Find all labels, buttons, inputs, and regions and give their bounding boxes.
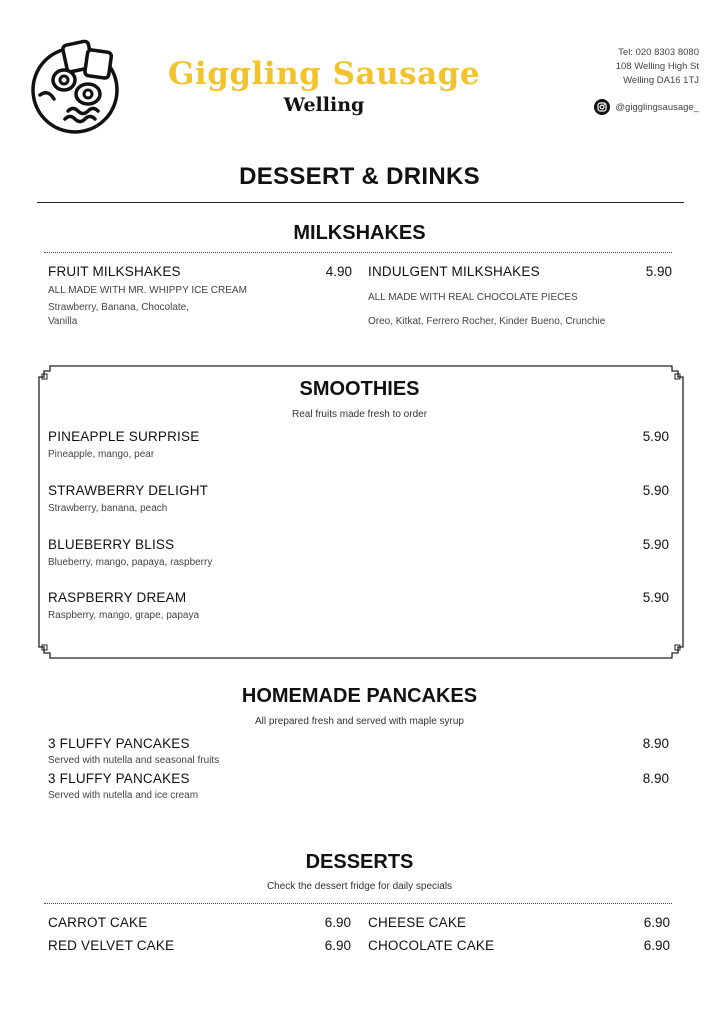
contact-info [616, 46, 699, 88]
pancakes-note: All prepared fresh and served with maple syrup [255, 716, 464, 727]
fruit-milkshakes-flavours-2: Vanilla [48, 316, 78, 327]
smoothie-desc: Strawberry, banana, peach [48, 503, 168, 514]
smoothie-price: 5.90 [642, 537, 669, 552]
pancake-price: 8.90 [642, 771, 669, 786]
breakfast-plate-icon [30, 33, 122, 137]
indulgent-milkshakes-price: 5.90 [645, 264, 672, 279]
pancake-name: 3 FLUFFY PANCAKES [48, 736, 190, 751]
smoothie-desc: Raspberry, mango, grape, papaya [48, 610, 200, 621]
town-address: Welling DA16 1TJ [623, 75, 699, 86]
smoothie-desc: Pineapple, mango, pear [48, 449, 155, 460]
desserts-title: DESSERTS [305, 851, 414, 873]
smoothie-price: 5.90 [642, 483, 669, 498]
indulgent-milkshakes-note: ALL MADE WITH REAL CHOCOLATE PIECES [368, 292, 578, 303]
dessert-price: 6.90 [643, 938, 670, 953]
smoothie-name: PINEAPPLE SURPRISE [48, 429, 200, 444]
smoothies-note: Real fruits made fresh to order [291, 409, 428, 420]
indulgent-milkshakes-flavours: Oreo, Kitkat, Ferrero Rocher, Kinder Bueno, Crunchie [368, 316, 606, 327]
brand-location: Welling [283, 94, 365, 116]
pancake-desc: Served with nutella and seasonal fruits [48, 755, 220, 766]
fruit-milkshakes-name: FRUIT MILKSHAKES [48, 264, 181, 279]
fruit-milkshakes-flavours-1: Strawberry, Banana, Chocolate, [48, 302, 190, 313]
milkshakes-title: MILKSHAKES [293, 222, 426, 244]
dessert-price: 6.90 [324, 938, 351, 953]
smoothie-desc: Blueberry, mango, papaya, raspberry [48, 557, 213, 568]
smoothie-price: 5.90 [642, 429, 669, 444]
instagram-handle-text: @gigglingsausage_ [615, 101, 699, 113]
desserts-divider [44, 903, 672, 904]
fruit-milkshakes-note: ALL MADE WITH MR. WHIPPY ICE CREAM [48, 285, 247, 296]
page-title: DESSERT & DRINKS [239, 163, 480, 190]
smoothie-price: 5.90 [642, 590, 669, 605]
smoothies-title: SMOOTHIES [299, 378, 420, 400]
milkshakes-divider [44, 252, 672, 253]
dessert-name: CHEESE CAKE [368, 915, 467, 930]
phone-number: Tel: 020 8303 8080 [618, 47, 699, 58]
brand-name: Giggling Sausage [167, 56, 481, 92]
brand-block [146, 56, 502, 117]
pancake-name: 3 FLUFFY PANCAKES [48, 771, 190, 786]
smoothie-name: STRAWBERRY DELIGHT [48, 483, 209, 498]
instagram-handle[interactable] [594, 99, 699, 115]
dessert-name: CHOCOLATE CAKE [368, 938, 495, 953]
street-address: 108 Welling High St [615, 61, 699, 72]
pancake-price: 8.90 [642, 736, 669, 751]
fruit-milkshakes-price: 4.90 [325, 264, 352, 279]
instagram-icon [594, 99, 610, 115]
smoothie-name: BLUEBERRY BLISS [48, 537, 175, 552]
dessert-price: 6.90 [324, 915, 351, 930]
dessert-price: 6.90 [643, 915, 670, 930]
dessert-name: RED VELVET CAKE [48, 938, 175, 953]
desserts-note: Check the dessert fridge for daily specials [266, 881, 453, 892]
indulgent-milkshakes-name: INDULGENT MILKSHAKES [368, 264, 540, 279]
title-divider [37, 202, 684, 203]
dessert-name: CARROT CAKE [48, 915, 148, 930]
smoothie-name: RASPBERRY DREAM [48, 590, 187, 605]
pancake-desc: Served with nutella and ice cream [48, 790, 199, 801]
pancakes-title: HOMEMADE PANCAKES [241, 685, 478, 707]
